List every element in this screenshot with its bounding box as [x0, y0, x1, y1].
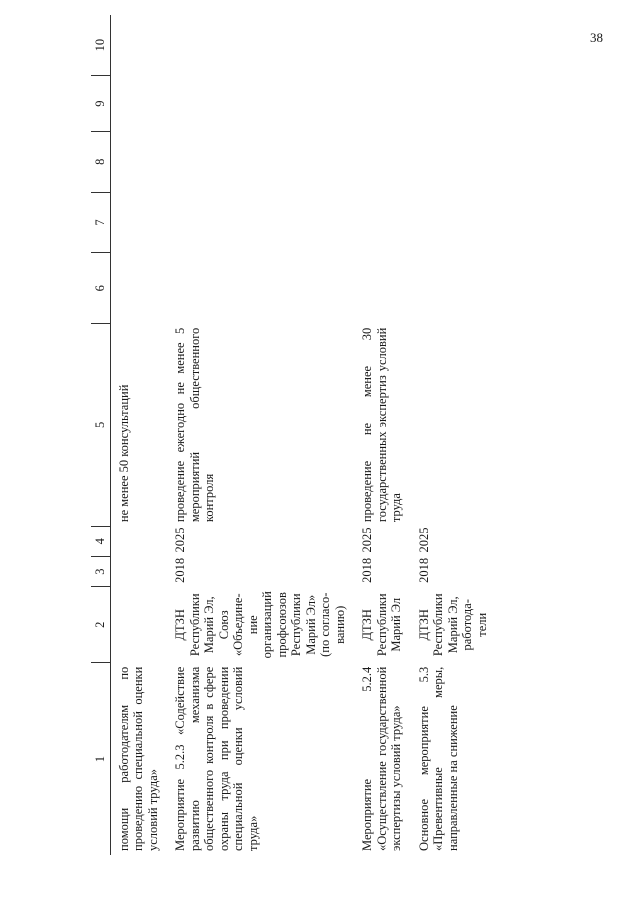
executor-cell	[110, 587, 170, 663]
empty-cell	[414, 253, 500, 324]
header-cell: 2	[91, 587, 110, 663]
header-cell: 7	[91, 192, 110, 253]
end-year-cell: 2025	[360, 527, 374, 553]
empty-cell	[357, 131, 414, 192]
empty-cell	[414, 76, 500, 132]
empty-cell	[110, 131, 170, 192]
empty-cell	[357, 253, 414, 324]
executor-cell: ДТЗН Республики Марий Эл	[360, 593, 403, 657]
header-cell: 3	[91, 556, 110, 586]
end-year-cell	[110, 526, 170, 556]
page-number: 38	[590, 30, 603, 45]
start-year-cell: 2018	[173, 557, 187, 583]
measure-name-cell: Мероприятие 5.2.4 «Осуществление государственной экспертизы условий труда»	[360, 666, 403, 851]
table-row	[414, 15, 500, 855]
result-cell: проведение не менее 30 государственных экспертиз условий труда	[360, 327, 403, 523]
empty-cell	[357, 76, 414, 132]
empty-cell	[357, 15, 414, 76]
table-row	[110, 15, 170, 855]
end-year-cell: 2025	[416, 527, 431, 553]
empty-cell	[414, 192, 500, 253]
header-cell: 5	[91, 324, 110, 526]
table-row	[170, 15, 357, 855]
rotated-table-sheet	[91, 15, 531, 855]
start-year-cell: 2018	[360, 557, 374, 583]
measure-name-cell: Мероприятие 5.2.3 «Содействие развитию механизма общественного контроля в сфере охраны труда при проведении специальной оценки условий труда»	[173, 666, 260, 851]
measure-name-cell: помощи работодателям по проведению специальной оценки условий труда»	[116, 666, 160, 851]
empty-cell	[414, 15, 500, 76]
start-year-cell: 2018	[416, 557, 431, 583]
empty-cell	[170, 253, 357, 324]
result-cell: не менее 50 консультаций	[116, 384, 131, 523]
empty-cell	[110, 253, 170, 324]
result-cell: проведение ежегодно не менее 5 мероприятий общественного контроля	[173, 327, 216, 523]
result-cell	[414, 324, 500, 526]
empty-cell	[414, 131, 500, 192]
executor-cell: ДТЗН Республики Марий Эл, Союз «Объедине-ние организаций профсоюзов Республики Марий Эл» (по согласо-ванию)	[173, 591, 347, 659]
empty-cell	[110, 15, 170, 76]
end-year-cell: 2025	[173, 527, 187, 553]
executor-cell: ДТЗН Республики Марий Эл, работода-тели	[416, 593, 489, 657]
empty-cell	[110, 192, 170, 253]
header-cell: 4	[91, 526, 110, 556]
measures-table	[91, 15, 499, 855]
empty-cell	[170, 131, 357, 192]
empty-cell	[170, 192, 357, 253]
empty-cell	[170, 76, 357, 132]
table-row	[357, 15, 414, 855]
header-cell: 8	[91, 131, 110, 192]
start-year-cell	[110, 556, 170, 586]
header-cell: 9	[91, 76, 110, 132]
header-cell: 6	[91, 253, 110, 324]
measure-name-cell: Основное мероприятие 5.3 «Превентивные меры, направленные на снижение	[416, 666, 460, 851]
header-cell: 1	[91, 663, 110, 855]
empty-cell	[110, 76, 170, 132]
header-cell: 10	[91, 15, 110, 76]
empty-cell	[170, 15, 357, 76]
header-row	[91, 15, 110, 855]
empty-cell	[357, 192, 414, 253]
